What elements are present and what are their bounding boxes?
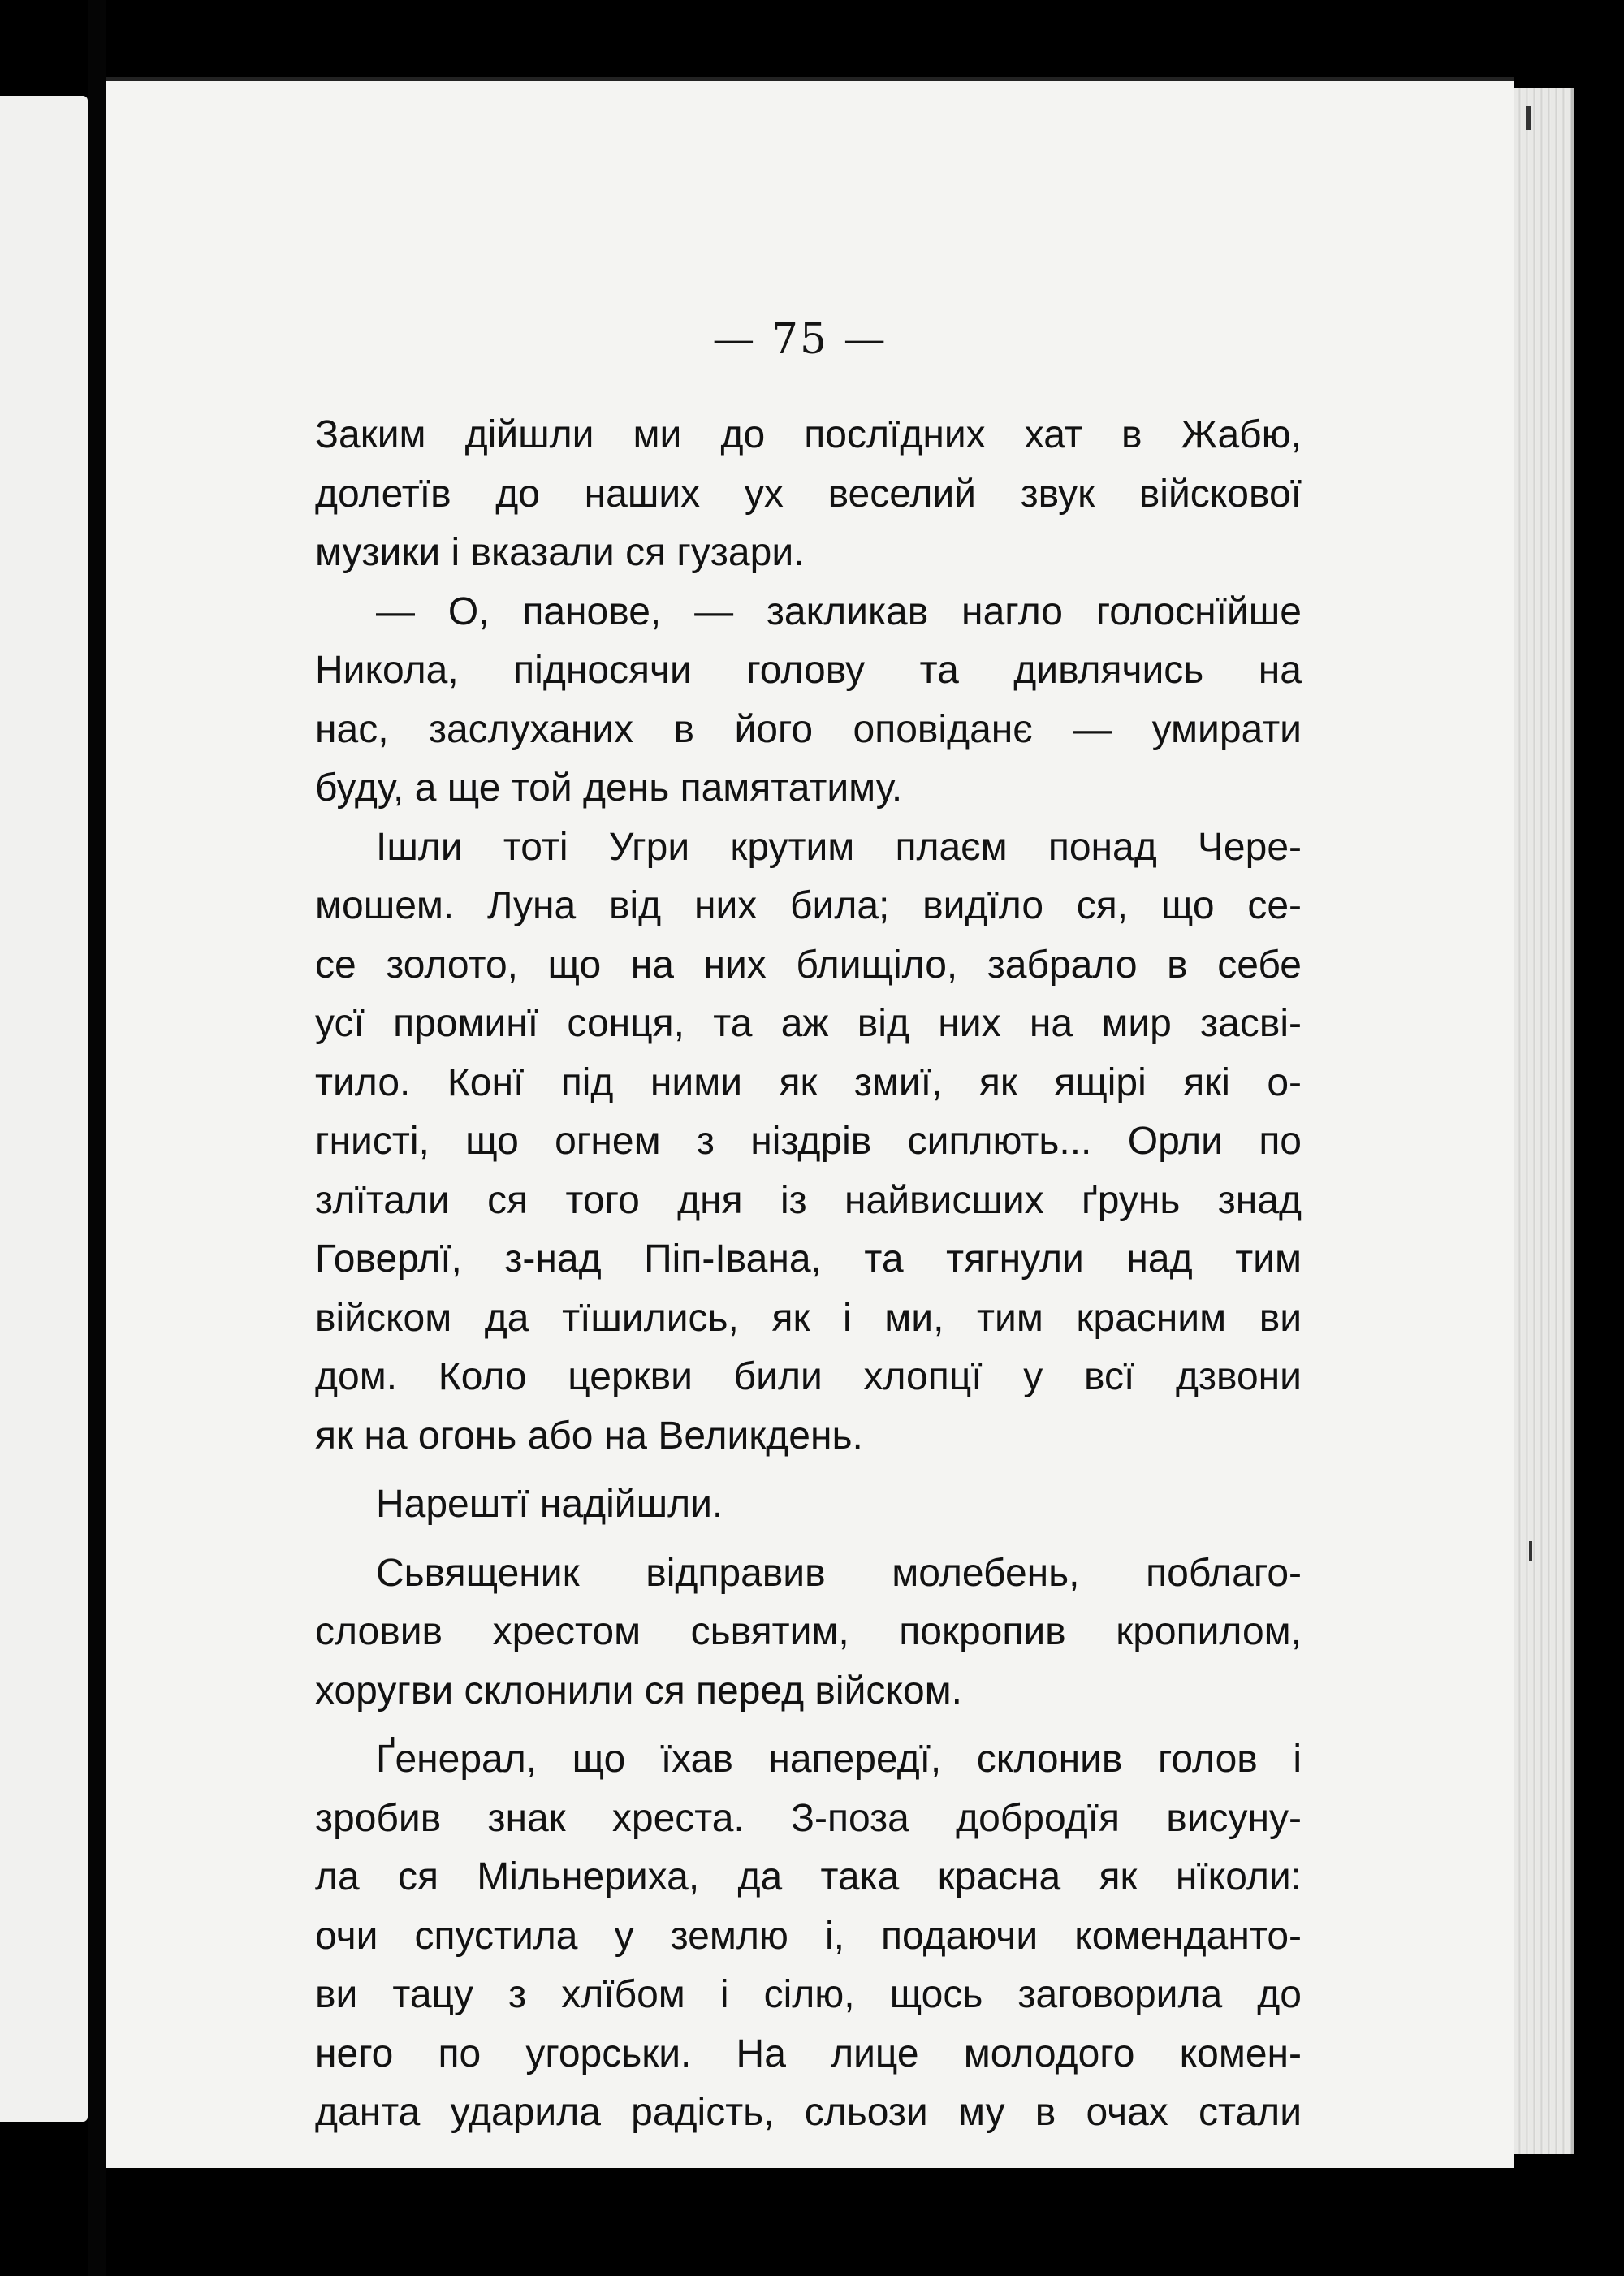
page-number: — 75 — [712, 315, 888, 364]
text-line: гнисті, що огнем з ніздрів сиплють... Орли по [315, 1120, 1302, 1163]
text-line: тило. Конї під ними як змиї, як ящірі які о- [315, 1060, 1302, 1104]
text-line: мошем. Луна від них била; видїло ся, що се- [315, 884, 1302, 927]
text-line: Говерлї, з-над Піп-Івана, та тягнули над тим [315, 1237, 1302, 1281]
page-stack-mark [1526, 106, 1531, 130]
text-line: Сьвященик відправив молебень, поблаго- [376, 1551, 1302, 1595]
text-line: як на огонь або на Великдень. [315, 1414, 863, 1458]
text-line: Никола, підносячи голову та дивлячись на [315, 649, 1302, 692]
book-gutter [88, 0, 106, 2276]
text-line: війском да тїшились, як і ми, тим красним ви [315, 1296, 1302, 1340]
text-line: долетїв до наших ух веселий звук війскової [315, 472, 1302, 516]
left-page-edge [0, 96, 88, 2122]
text-line: Ґенерал, що їхав напередї, склонив голов і [376, 1738, 1302, 1781]
text-line: музики і вказали ся гузари. [315, 531, 805, 574]
text-line: злїтали ся того дня із найвисших ґрунь знад [315, 1178, 1302, 1222]
text-line: очи спустила у землю і, подаючи коменданто- [315, 1914, 1302, 1958]
text-line: — О, панове, — закликав нагло голоснїйше [376, 590, 1302, 633]
text-line: нас, заслуханих в його оповіданє — умирати [315, 707, 1302, 751]
page-stack-edge [1514, 88, 1574, 2154]
text-line: дом. Коло церкви били хлопцї у всї дзвони [315, 1355, 1302, 1398]
text-line: зробив знак хреста. З-поза добродїя висуну- [315, 1796, 1302, 1840]
text-line: хоругви склонили ся перед війском. [315, 1669, 962, 1712]
text-line: Ішли тоті Угри крутим плаєм понад Чере- [376, 825, 1302, 869]
text-line: данта ударила радість, сльози му в очах стали [315, 2091, 1302, 2134]
page-stack-mark [1529, 1541, 1532, 1561]
text-line: Заким дійшли ми до послїдних хат в Жабю, [315, 413, 1302, 456]
text-line: буду, а ще той день памятатиму. [315, 767, 903, 810]
text-line: се золото, що на них блищіло, забрало в себе [315, 943, 1302, 987]
text-line: ви тацу з хлїбом і сілю, щось заговорила до [315, 1973, 1302, 2016]
text-line: словив хрестом сьвятим, покропив кропилом, [315, 1610, 1302, 1653]
text-line: ла ся Мільнериха, да така красна як нїколи: [315, 1855, 1302, 1898]
body-text [315, 406, 1302, 2143]
text-line: Нарештї надійшли. [376, 1483, 723, 1526]
text-line: него по угорськи. На лице молодого комен- [315, 2032, 1302, 2075]
text-line: усї проминї сонця, та аж від них на мир засві- [315, 1002, 1302, 1045]
